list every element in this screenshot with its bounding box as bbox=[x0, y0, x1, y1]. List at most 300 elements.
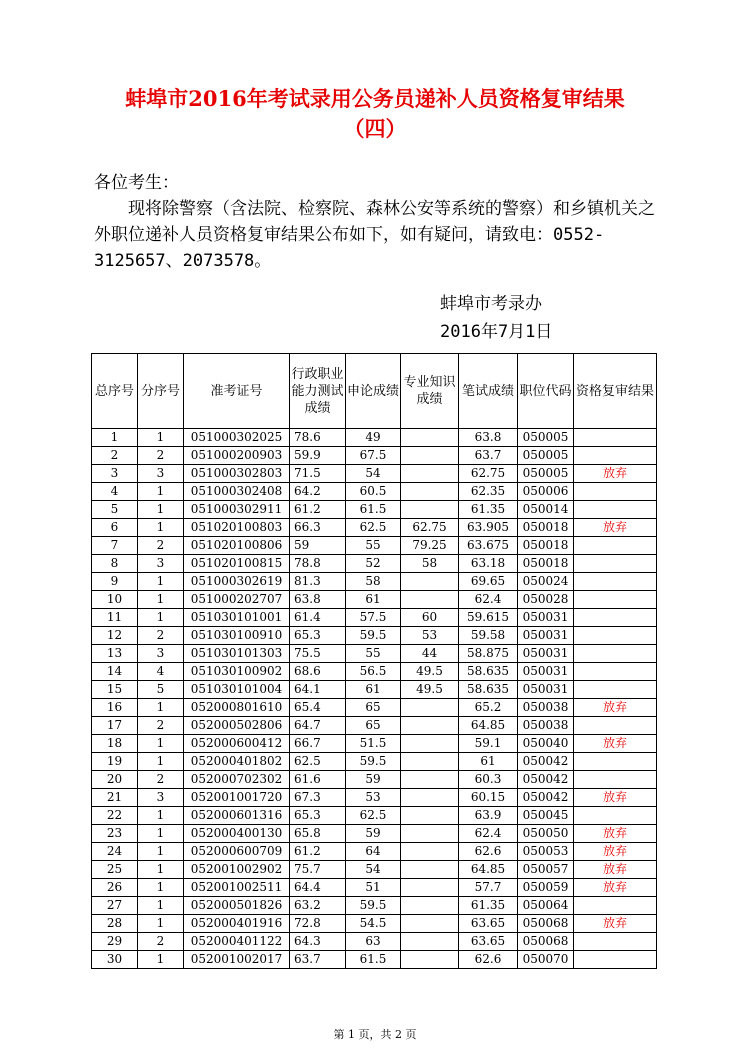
cell-sub-no: 1 bbox=[138, 429, 184, 447]
cell-ticket-no: 051000302025 bbox=[184, 429, 290, 447]
cell-position-code: 050059 bbox=[518, 879, 574, 897]
column-header-aptitude-score: 行政职业能力测试成绩 bbox=[290, 354, 346, 429]
cell-written-score: 58.875 bbox=[459, 645, 518, 663]
cell-written-score: 62.6 bbox=[459, 951, 518, 969]
cell-professional-score: 58 bbox=[401, 555, 459, 573]
cell-essay-score: 58 bbox=[346, 573, 401, 591]
cell-total-no: 4 bbox=[92, 483, 138, 501]
cell-professional-score bbox=[401, 447, 459, 465]
cell-written-score: 63.18 bbox=[459, 555, 518, 573]
cell-total-no: 16 bbox=[92, 699, 138, 717]
cell-written-score: 61.35 bbox=[459, 897, 518, 915]
cell-total-no: 12 bbox=[92, 627, 138, 645]
cell-written-score: 60.3 bbox=[459, 771, 518, 789]
cell-professional-score: 60 bbox=[401, 609, 459, 627]
cell-professional-score: 79.25 bbox=[401, 537, 459, 555]
table-row bbox=[92, 807, 657, 825]
cell-ticket-no: 052000400130 bbox=[184, 825, 290, 843]
cell-aptitude-score: 65.3 bbox=[290, 807, 346, 825]
cell-essay-score: 61 bbox=[346, 681, 401, 699]
cell-review-result bbox=[574, 537, 657, 555]
cell-aptitude-score: 72.8 bbox=[290, 915, 346, 933]
table-row bbox=[92, 951, 657, 969]
cell-total-no: 20 bbox=[92, 771, 138, 789]
cell-review-result: 放弃 bbox=[574, 735, 657, 753]
cell-professional-score: 53 bbox=[401, 627, 459, 645]
cell-aptitude-score: 61.4 bbox=[290, 609, 346, 627]
cell-written-score: 62.4 bbox=[459, 591, 518, 609]
cell-essay-score: 59.5 bbox=[346, 897, 401, 915]
cell-sub-no: 1 bbox=[138, 699, 184, 717]
cell-total-no: 1 bbox=[92, 429, 138, 447]
cell-essay-score: 56.5 bbox=[346, 663, 401, 681]
cell-review-result bbox=[574, 717, 657, 735]
cell-review-result: 放弃 bbox=[574, 465, 657, 483]
cell-review-result bbox=[574, 555, 657, 573]
cell-position-code: 050053 bbox=[518, 843, 574, 861]
cell-aptitude-score: 64.2 bbox=[290, 483, 346, 501]
cell-written-score: 60.15 bbox=[459, 789, 518, 807]
cell-position-code: 050031 bbox=[518, 681, 574, 699]
cell-total-no: 14 bbox=[92, 663, 138, 681]
table-row bbox=[92, 681, 657, 699]
cell-professional-score: 44 bbox=[401, 645, 459, 663]
cell-aptitude-score: 71.5 bbox=[290, 465, 346, 483]
cell-essay-score: 65 bbox=[346, 699, 401, 717]
table-row bbox=[92, 933, 657, 951]
cell-professional-score bbox=[401, 771, 459, 789]
column-header-ticket-no: 准考证号 bbox=[184, 354, 290, 429]
cell-ticket-no: 052000601316 bbox=[184, 807, 290, 825]
cell-review-result bbox=[574, 501, 657, 519]
title-line-1: 蚌埠市2016年考试录用公务员递补人员资格复审结果 bbox=[125, 86, 625, 111]
cell-essay-score: 61.5 bbox=[346, 501, 401, 519]
cell-essay-score: 65 bbox=[346, 717, 401, 735]
cell-essay-score: 54.5 bbox=[346, 915, 401, 933]
cell-professional-score bbox=[401, 699, 459, 717]
cell-ticket-no: 052001002511 bbox=[184, 879, 290, 897]
cell-essay-score: 57.5 bbox=[346, 609, 401, 627]
cell-total-no: 26 bbox=[92, 879, 138, 897]
cell-ticket-no: 051000202707 bbox=[184, 591, 290, 609]
cell-professional-score bbox=[401, 717, 459, 735]
cell-total-no: 2 bbox=[92, 447, 138, 465]
cell-professional-score bbox=[401, 951, 459, 969]
cell-position-code: 050031 bbox=[518, 645, 574, 663]
cell-essay-score: 55 bbox=[346, 645, 401, 663]
cell-review-result bbox=[574, 951, 657, 969]
column-header-written-score: 笔试成绩 bbox=[459, 354, 518, 429]
cell-aptitude-score: 78.6 bbox=[290, 429, 346, 447]
cell-written-score: 63.675 bbox=[459, 537, 518, 555]
cell-sub-no: 1 bbox=[138, 519, 184, 537]
cell-essay-score: 55 bbox=[346, 537, 401, 555]
cell-essay-score: 64 bbox=[346, 843, 401, 861]
cell-sub-no: 1 bbox=[138, 609, 184, 627]
cell-sub-no: 3 bbox=[138, 645, 184, 663]
cell-aptitude-score: 63.2 bbox=[290, 897, 346, 915]
cell-essay-score: 59 bbox=[346, 771, 401, 789]
table-row bbox=[92, 789, 657, 807]
table-row bbox=[92, 483, 657, 501]
column-header-professional-score: 专业知识成绩 bbox=[401, 354, 459, 429]
cell-essay-score: 49 bbox=[346, 429, 401, 447]
cell-ticket-no: 051000302619 bbox=[184, 573, 290, 591]
cell-written-score: 58.635 bbox=[459, 663, 518, 681]
cell-position-code: 050042 bbox=[518, 771, 574, 789]
signature-date: 2016年7月1日 bbox=[440, 322, 553, 342]
cell-sub-no: 2 bbox=[138, 771, 184, 789]
cell-ticket-no: 052000600412 bbox=[184, 735, 290, 753]
cell-position-code: 050005 bbox=[518, 465, 574, 483]
cell-review-result bbox=[574, 627, 657, 645]
column-header-essay-score: 申论成绩 bbox=[346, 354, 401, 429]
cell-aptitude-score: 81.3 bbox=[290, 573, 346, 591]
cell-professional-score bbox=[401, 501, 459, 519]
cell-total-no: 15 bbox=[92, 681, 138, 699]
cell-position-code: 050005 bbox=[518, 447, 574, 465]
cell-position-code: 050031 bbox=[518, 609, 574, 627]
cell-aptitude-score: 64.4 bbox=[290, 879, 346, 897]
cell-review-result: 放弃 bbox=[574, 789, 657, 807]
cell-ticket-no: 052000801610 bbox=[184, 699, 290, 717]
cell-ticket-no: 051030100910 bbox=[184, 627, 290, 645]
cell-aptitude-score: 66.3 bbox=[290, 519, 346, 537]
table-row bbox=[92, 429, 657, 447]
cell-total-no: 11 bbox=[92, 609, 138, 627]
table-row bbox=[92, 843, 657, 861]
cell-professional-score bbox=[401, 429, 459, 447]
cell-review-result bbox=[574, 933, 657, 951]
cell-professional-score bbox=[401, 483, 459, 501]
cell-review-result bbox=[574, 645, 657, 663]
cell-professional-score bbox=[401, 735, 459, 753]
cell-professional-score bbox=[401, 879, 459, 897]
notice-greeting: 各位考生： bbox=[94, 173, 179, 193]
page-title bbox=[0, 84, 750, 144]
table-row bbox=[92, 699, 657, 717]
results-table bbox=[91, 353, 657, 969]
column-header-total-no: 总序号 bbox=[92, 354, 138, 429]
cell-ticket-no: 051020100815 bbox=[184, 555, 290, 573]
cell-professional-score bbox=[401, 789, 459, 807]
cell-total-no: 6 bbox=[92, 519, 138, 537]
cell-total-no: 29 bbox=[92, 933, 138, 951]
table-row bbox=[92, 573, 657, 591]
table-row bbox=[92, 645, 657, 663]
cell-essay-score: 59 bbox=[346, 825, 401, 843]
cell-ticket-no: 051030101004 bbox=[184, 681, 290, 699]
cell-aptitude-score: 63.7 bbox=[290, 951, 346, 969]
cell-aptitude-score: 75.7 bbox=[290, 861, 346, 879]
cell-professional-score bbox=[401, 573, 459, 591]
column-header-position-code: 职位代码 bbox=[518, 354, 574, 429]
cell-total-no: 21 bbox=[92, 789, 138, 807]
cell-review-result bbox=[574, 483, 657, 501]
cell-written-score: 57.7 bbox=[459, 879, 518, 897]
table-row bbox=[92, 771, 657, 789]
cell-written-score: 59.1 bbox=[459, 735, 518, 753]
table-row bbox=[92, 627, 657, 645]
cell-aptitude-score: 59 bbox=[290, 537, 346, 555]
cell-essay-score: 54 bbox=[346, 465, 401, 483]
cell-written-score: 61 bbox=[459, 753, 518, 771]
cell-position-code: 050040 bbox=[518, 735, 574, 753]
cell-written-score: 59.615 bbox=[459, 609, 518, 627]
cell-ticket-no: 051020100803 bbox=[184, 519, 290, 537]
cell-essay-score: 51.5 bbox=[346, 735, 401, 753]
cell-written-score: 63.7 bbox=[459, 447, 518, 465]
table-row bbox=[92, 663, 657, 681]
cell-review-result: 放弃 bbox=[574, 915, 657, 933]
cell-review-result bbox=[574, 771, 657, 789]
cell-ticket-no: 052001001720 bbox=[184, 789, 290, 807]
cell-position-code: 050064 bbox=[518, 897, 574, 915]
cell-total-no: 19 bbox=[92, 753, 138, 771]
cell-review-result bbox=[574, 807, 657, 825]
column-header-sub-no: 分序号 bbox=[138, 354, 184, 429]
cell-position-code: 050045 bbox=[518, 807, 574, 825]
cell-ticket-no: 052000501826 bbox=[184, 897, 290, 915]
cell-essay-score: 67.5 bbox=[346, 447, 401, 465]
table-body bbox=[92, 429, 657, 969]
cell-sub-no: 5 bbox=[138, 681, 184, 699]
cell-professional-score bbox=[401, 897, 459, 915]
cell-total-no: 24 bbox=[92, 843, 138, 861]
cell-sub-no: 2 bbox=[138, 447, 184, 465]
cell-review-result bbox=[574, 609, 657, 627]
cell-review-result: 放弃 bbox=[574, 519, 657, 537]
cell-essay-score: 61 bbox=[346, 591, 401, 609]
cell-position-code: 050038 bbox=[518, 699, 574, 717]
cell-aptitude-score: 61.6 bbox=[290, 771, 346, 789]
cell-aptitude-score: 68.6 bbox=[290, 663, 346, 681]
cell-position-code: 050018 bbox=[518, 519, 574, 537]
cell-total-no: 27 bbox=[92, 897, 138, 915]
table-row bbox=[92, 753, 657, 771]
cell-position-code: 050018 bbox=[518, 537, 574, 555]
cell-review-result: 放弃 bbox=[574, 825, 657, 843]
cell-ticket-no: 051000302408 bbox=[184, 483, 290, 501]
cell-essay-score: 52 bbox=[346, 555, 401, 573]
cell-sub-no: 1 bbox=[138, 591, 184, 609]
cell-sub-no: 1 bbox=[138, 843, 184, 861]
table-row bbox=[92, 609, 657, 627]
table-row bbox=[92, 501, 657, 519]
cell-aptitude-score: 65.8 bbox=[290, 825, 346, 843]
cell-essay-score: 62.5 bbox=[346, 807, 401, 825]
cell-written-score: 63.9 bbox=[459, 807, 518, 825]
cell-total-no: 9 bbox=[92, 573, 138, 591]
cell-aptitude-score: 65.4 bbox=[290, 699, 346, 717]
cell-written-score: 61.35 bbox=[459, 501, 518, 519]
cell-aptitude-score: 67.3 bbox=[290, 789, 346, 807]
table-row bbox=[92, 879, 657, 897]
cell-total-no: 7 bbox=[92, 537, 138, 555]
cell-aptitude-score: 64.3 bbox=[290, 933, 346, 951]
cell-position-code: 050031 bbox=[518, 627, 574, 645]
table-row bbox=[92, 465, 657, 483]
cell-position-code: 050042 bbox=[518, 753, 574, 771]
cell-essay-score: 53 bbox=[346, 789, 401, 807]
cell-essay-score: 61.5 bbox=[346, 951, 401, 969]
cell-aptitude-score: 61.2 bbox=[290, 843, 346, 861]
cell-aptitude-score: 66.7 bbox=[290, 735, 346, 753]
cell-total-no: 10 bbox=[92, 591, 138, 609]
table-row bbox=[92, 735, 657, 753]
cell-total-no: 30 bbox=[92, 951, 138, 969]
cell-ticket-no: 052000401916 bbox=[184, 915, 290, 933]
cell-aptitude-score: 63.8 bbox=[290, 591, 346, 609]
column-header-review-result: 资格复审结果 bbox=[574, 354, 657, 429]
cell-ticket-no: 051000302911 bbox=[184, 501, 290, 519]
cell-written-score: 59.58 bbox=[459, 627, 518, 645]
cell-professional-score bbox=[401, 591, 459, 609]
cell-ticket-no: 051030101001 bbox=[184, 609, 290, 627]
cell-professional-score bbox=[401, 915, 459, 933]
table-row bbox=[92, 717, 657, 735]
cell-aptitude-score: 64.1 bbox=[290, 681, 346, 699]
cell-aptitude-score: 75.5 bbox=[290, 645, 346, 663]
table-header-row bbox=[92, 354, 657, 429]
cell-sub-no: 2 bbox=[138, 537, 184, 555]
cell-review-result: 放弃 bbox=[574, 699, 657, 717]
table-row bbox=[92, 825, 657, 843]
cell-aptitude-score: 64.7 bbox=[290, 717, 346, 735]
cell-position-code: 050068 bbox=[518, 915, 574, 933]
cell-professional-score bbox=[401, 465, 459, 483]
cell-professional-score: 62.75 bbox=[401, 519, 459, 537]
cell-sub-no: 1 bbox=[138, 807, 184, 825]
cell-written-score: 63.905 bbox=[459, 519, 518, 537]
table-row bbox=[92, 591, 657, 609]
title-line-2: （四） bbox=[343, 116, 407, 141]
cell-written-score: 63.8 bbox=[459, 429, 518, 447]
cell-total-no: 18 bbox=[92, 735, 138, 753]
cell-essay-score: 59.5 bbox=[346, 627, 401, 645]
cell-written-score: 62.4 bbox=[459, 825, 518, 843]
cell-position-code: 050031 bbox=[518, 663, 574, 681]
cell-total-no: 17 bbox=[92, 717, 138, 735]
cell-essay-score: 59.5 bbox=[346, 753, 401, 771]
cell-aptitude-score: 78.8 bbox=[290, 555, 346, 573]
cell-review-result: 放弃 bbox=[574, 861, 657, 879]
cell-review-result bbox=[574, 681, 657, 699]
cell-total-no: 25 bbox=[92, 861, 138, 879]
cell-essay-score: 51 bbox=[346, 879, 401, 897]
table-row bbox=[92, 897, 657, 915]
table-row bbox=[92, 861, 657, 879]
notice bbox=[94, 170, 664, 274]
cell-sub-no: 1 bbox=[138, 573, 184, 591]
cell-aptitude-score: 62.5 bbox=[290, 753, 346, 771]
cell-total-no: 5 bbox=[92, 501, 138, 519]
cell-sub-no: 1 bbox=[138, 879, 184, 897]
cell-sub-no: 2 bbox=[138, 627, 184, 645]
cell-position-code: 050042 bbox=[518, 789, 574, 807]
cell-review-result: 放弃 bbox=[574, 879, 657, 897]
cell-total-no: 23 bbox=[92, 825, 138, 843]
cell-position-code: 050006 bbox=[518, 483, 574, 501]
cell-ticket-no: 052000401122 bbox=[184, 933, 290, 951]
cell-sub-no: 1 bbox=[138, 915, 184, 933]
cell-ticket-no: 052000600709 bbox=[184, 843, 290, 861]
cell-sub-no: 1 bbox=[138, 951, 184, 969]
cell-review-result bbox=[574, 573, 657, 591]
cell-aptitude-score: 59.9 bbox=[290, 447, 346, 465]
cell-essay-score: 63 bbox=[346, 933, 401, 951]
cell-review-result: 放弃 bbox=[574, 843, 657, 861]
cell-written-score: 62.75 bbox=[459, 465, 518, 483]
cell-total-no: 13 bbox=[92, 645, 138, 663]
cell-professional-score bbox=[401, 861, 459, 879]
cell-position-code: 050024 bbox=[518, 573, 574, 591]
cell-ticket-no: 051000200903 bbox=[184, 447, 290, 465]
cell-sub-no: 3 bbox=[138, 789, 184, 807]
cell-written-score: 63.65 bbox=[459, 915, 518, 933]
table-row bbox=[92, 519, 657, 537]
cell-sub-no: 3 bbox=[138, 555, 184, 573]
cell-ticket-no: 051000302803 bbox=[184, 465, 290, 483]
cell-professional-score bbox=[401, 825, 459, 843]
page-footer: 第 1 页，共 2 页 bbox=[333, 1028, 417, 1041]
cell-sub-no: 1 bbox=[138, 753, 184, 771]
cell-review-result bbox=[574, 663, 657, 681]
cell-aptitude-score: 61.2 bbox=[290, 501, 346, 519]
table-row bbox=[92, 447, 657, 465]
cell-written-score: 62.35 bbox=[459, 483, 518, 501]
cell-written-score: 63.65 bbox=[459, 933, 518, 951]
cell-ticket-no: 052001002017 bbox=[184, 951, 290, 969]
cell-aptitude-score: 65.3 bbox=[290, 627, 346, 645]
cell-professional-score: 49.5 bbox=[401, 681, 459, 699]
cell-position-code: 050014 bbox=[518, 501, 574, 519]
cell-total-no: 8 bbox=[92, 555, 138, 573]
cell-review-result bbox=[574, 591, 657, 609]
cell-sub-no: 1 bbox=[138, 501, 184, 519]
cell-position-code: 050018 bbox=[518, 555, 574, 573]
cell-sub-no: 1 bbox=[138, 825, 184, 843]
cell-professional-score bbox=[401, 843, 459, 861]
cell-ticket-no: 052000502806 bbox=[184, 717, 290, 735]
signature bbox=[440, 290, 552, 346]
cell-sub-no: 1 bbox=[138, 897, 184, 915]
cell-total-no: 28 bbox=[92, 915, 138, 933]
cell-sub-no: 3 bbox=[138, 465, 184, 483]
table-row bbox=[92, 537, 657, 555]
cell-sub-no: 1 bbox=[138, 735, 184, 753]
cell-written-score: 65.2 bbox=[459, 699, 518, 717]
cell-position-code: 050005 bbox=[518, 429, 574, 447]
cell-total-no: 3 bbox=[92, 465, 138, 483]
cell-sub-no: 2 bbox=[138, 933, 184, 951]
cell-ticket-no: 052000401802 bbox=[184, 753, 290, 771]
cell-professional-score bbox=[401, 753, 459, 771]
cell-position-code: 050028 bbox=[518, 591, 574, 609]
cell-ticket-no: 051020100806 bbox=[184, 537, 290, 555]
cell-position-code: 050070 bbox=[518, 951, 574, 969]
cell-sub-no: 2 bbox=[138, 717, 184, 735]
cell-written-score: 64.85 bbox=[459, 861, 518, 879]
cell-review-result bbox=[574, 447, 657, 465]
cell-ticket-no: 052001002902 bbox=[184, 861, 290, 879]
signature-org: 蚌埠市考录办 bbox=[440, 294, 542, 314]
cell-ticket-no: 051030100902 bbox=[184, 663, 290, 681]
cell-written-score: 69.65 bbox=[459, 573, 518, 591]
cell-professional-score: 49.5 bbox=[401, 663, 459, 681]
cell-written-score: 64.85 bbox=[459, 717, 518, 735]
cell-review-result bbox=[574, 897, 657, 915]
